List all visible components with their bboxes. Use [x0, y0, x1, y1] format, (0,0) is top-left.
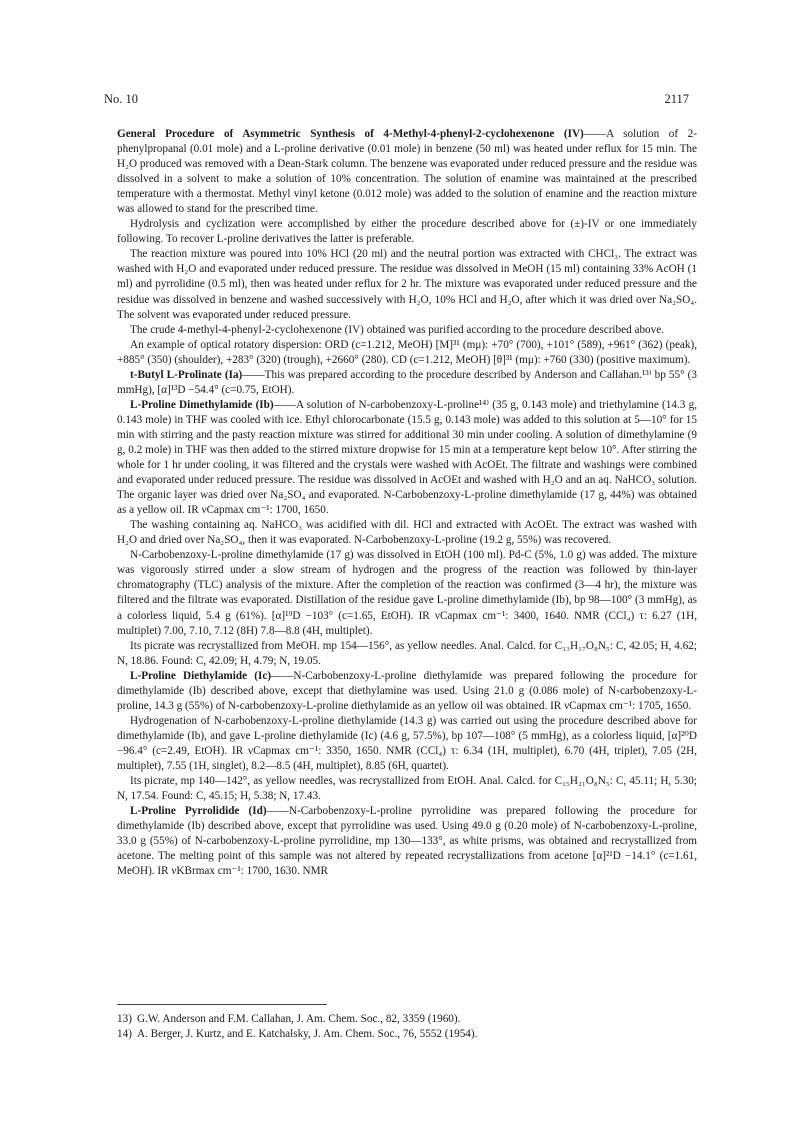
paragraph-text: The washing containing aq. NaHCO₃ was acidified with dil. HCl and extracted with AcOEt. The extract was washed with H₂O and dried over Na₂SO₄, then it was evaporated. N-Carbobenzoxy-L-proline (19.2 g, 55%) was recovered. — [117, 519, 697, 547]
paragraph-picrate-ib — [117, 639, 697, 669]
paragraph-washing-recovery — [117, 518, 697, 548]
paragraph-text: ——A solution of N-carbobenzoxy-L-proline¹⁴⁾ (35 g, 0.143 mole) and triethylamine (14.3 g, 0.143 mole) in THF was cooled with ice. Ethyl chlorocarbonate (15.5 g, 0.143 mole) was added to this solution at 5—10° for 15 min with stirring and the pasty reaction mixture was stirred for additional 30 min under cooling. A solution of dimethylamine (9 g, 0.2 mole) in THF was then added to the stirred mixture dropwise for 15 min at a temperature kept below 10°. After stirring the whole for 1 hr under cooling, it was filtered and the crystals were washed with AcOEt. The filtrate and washings were combined and evaporated under reduced pressure. The residue was dissolved in AcOEt and washed with H₂O and an aq. NaHCO₃ solution. The organic layer was dried over Na₂SO₄ and evaporated. N-Carbobenzoxy-L-proline dimethylamide (17 g, 44%) was obtained as a yellow oil. IR νCapmax cm⁻¹: 1700, 1650. — [117, 398, 697, 517]
paragraph-general-procedure — [117, 127, 697, 217]
section-heading: L-Proline Pyrrolidide (Id) — [130, 805, 267, 818]
paragraph-ord-example — [117, 338, 697, 368]
footnote-text: A. Berger, J. Kurtz, and E. Katchalsky, J. Am. Chem. Soc., 76, 5552 (1954). — [137, 1028, 478, 1040]
paragraph-text: ——A solution of 2-phenylpropanal (0.01 mole) and a L-proline derivative (0.01 mole) in benzene (50 ml) was heated under reflux for 15 min. The H₂O produced was removed with a Dean-Stark column. The benzene was evaporated under reduced pressure and the residue was dissolved in a solvent to make a solution of 10% concentration. The solution of enamine was maintained at the prescribed temperature with a thermostat. Methyl vinyl ketone (0.012 mole) was added to the solution of enamine and the reaction mixture was allowed to stand for the prescribed time. — [117, 128, 698, 216]
footnote-text: G.W. Anderson and F.M. Callahan, J. Am. Chem. Soc., 82, 3359 (1960). — [137, 1013, 461, 1025]
paragraph-hydrogenation-ib — [117, 548, 697, 638]
paragraph-text: Its picrate, mp 140—142°, as yellow needles, was recrystallized from EtOH. Anal. Calcd. for C₁₅H₂₁O₈N₅: C, 45.11; H, 5.30; N, 17.54. Found: C, 45.15; H, 5.38; N, 17.43. — [117, 775, 697, 803]
paragraph-proline-pyrrolidide — [117, 804, 697, 879]
paragraph-text: Its picrate was recrystallized from MeOH. mp 154—156°, as yellow needles. Anal. Calcd. for C₁₃H₁₇O₈N₅: C, 42.05; H, 4.62; N, 18.86. Found: C, 42.09; H, 4.79; N, 19.05. — [117, 639, 697, 667]
footnote-14 — [117, 1027, 697, 1042]
page-number: 2117 — [664, 92, 689, 106]
footnote-number: 13) — [117, 1013, 132, 1025]
paragraph-text: Hydrolysis and cyclization were accomplished by either the procedure described above for (±)-IV or one immediately following. To recover L-proline derivatives the latter is preferable. — [117, 218, 697, 246]
paragraph-purification — [117, 323, 697, 338]
section-heading: t-Butyl L-Prolinate (Ia) — [130, 368, 243, 381]
footnote-divider — [117, 1004, 327, 1005]
paragraph-text: The crude 4-methyl-4-phenyl-2-cyclohexenone (IV) obtained was purified according to the procedure described above. — [130, 323, 664, 336]
section-heading: L-Proline Diethylamide (Ic) — [130, 669, 272, 682]
paragraph-text: N-Carbobenzoxy-L-proline dimethylamide (17 g) was dissolved in EtOH (100 ml). Pd-C (5%, 1.0 g) was added. The mixture was vigorously stirred under a slow stream of hydrogen and the progress of the reaction was followed by thin-layer chromatography (TLC) analysis of the mixture. After the completion of the reaction was confirmed (3—4 hr), the mixture was filtered and the filtrate was evaporated. Distillation of the residue gave L-proline dimethylamide (Ib), bp 98—100° (3 mmHg), as a colorless liquid, 5.4 g (61%). [α]¹⁹D −103° (c=1.65, EtOH). IR νCapmax cm⁻¹: 3400, 1640. NMR (CCl₄) τ: 6.27 (1H, multiplet) 7.00, 7.10, 7.12 (8H) 7.8—8.8 (4H, multiplet). — [117, 549, 697, 637]
paragraph-hydrolysis — [117, 217, 697, 247]
paragraph-t-butyl-prolinate — [117, 368, 697, 398]
footnote-13 — [117, 1012, 697, 1027]
article-body — [117, 127, 697, 879]
page-header — [104, 92, 689, 107]
paragraph-text: ——N-Carbobenzoxy-L-proline pyrrolidine was prepared following the procedure for dimethylamide (Ib) described above, except that pyrrolidine was used. Using 49.0 g (0.20 mole) of N-carbobenzoxy-L-proline, 33.0 g (55%) of N-carbobenzoxy-L-proline pyrrolidine, mp 130—133°, as white prisms, was obtained and recrystallized from acetone. The melting point of this sample was not altered by repeated recrystallizations from acetone [α]²¹D −14.1° (c=1.61, MeOH). IR νKBrmax cm⁻¹: 1700, 1630. NMR — [117, 805, 697, 878]
issue-number: No. 10 — [104, 92, 139, 106]
paragraph-proline-diethylamide — [117, 669, 697, 714]
paragraph-text: The reaction mixture was poured into 10% HCl (20 ml) and the neutral portion was extracted with CHCl₃. The extract was washed with H₂O and evaporated under reduced pressure. The residue was dissolved in MeOH (15 ml) containing 33% AcOH (1 ml) and pyrrolidine (0.5 ml), then was heated under reflux for 2 hr. The mixture was evaporated under reduced pressure and the residue was dissolved in benzene and washed successively with H₂O, 10% HCl and H₂O, after which it was dried over Na₂SO₄. The solvent was evaporated under reduced pressure. — [117, 248, 697, 321]
paragraph-text: ——This was prepared according to the procedure described by Anderson and Callahan.¹³⁾ bp 55° (3 mmHg), [α]¹³D −54.4° (c=0.75, EtOH). — [117, 368, 697, 396]
section-heading: L-Proline Dimethylamide (Ib) — [130, 398, 274, 411]
footnotes — [117, 1012, 697, 1042]
footnote-number: 14) — [117, 1028, 132, 1040]
paragraph-picrate-ic — [117, 774, 697, 804]
paragraph-workup — [117, 247, 697, 322]
paragraph-hydrogenation-ic — [117, 714, 697, 774]
paragraph-text: Hydrogenation of N-carbobenzoxy-L-proline diethylamide (14.3 g) was carried out using the procedure described above for dimethylamide (Ib), and gave L-proline diethylamide (Ic) (4.6 g, 57.5%), bp 107—108° (5 mmHg), as a colorless liquid, [α]²⁰D −96.4° (c=2.49, EtOH). IR νCapmax cm⁻¹: 3350, 1650. NMR (CCl₄) τ: 6.34 (1H, multiplet), 6.70 (4H, triplet), 7.05 (2H, multiplet), 7.55 (1H, singlet), 8.2—8.5 (4H, multiplet), 8.85 (6H, quartet). — [117, 714, 697, 772]
paragraph-text: ——N-Carbobenzoxy-L-proline diethylamide was prepared following the procedure for dimethylamide (Ib) described above, except that diethylamine was used. Using 21.0 g (0.086 mole) of N-carbobenzoxy-L-proline, 14.3 g (55%) of N-carbobenzoxy-L-proline diethylamide as an yellow oil was obtained. IR νCapmax cm⁻¹: 1705, 1650. — [117, 669, 697, 712]
section-heading: General Procedure of Asymmetric Synthesis of 4-Methyl-4-phenyl-2-cyclohexenone (IV) — [117, 128, 584, 140]
paragraph-text: An example of optical rotatory dispersion: ORD (c=1.212, MeOH) [M]³¹ (mμ): +70° (700), +101° (589), +961° (362) (peak), +885° (350) (shoulder), +283° (320) (trough), +2660° (280). CD (c=1.212, MeOH) [θ]³¹ (mμ): +760 (330) (positive maximum). — [117, 338, 697, 366]
paragraph-proline-dimethylamide — [117, 398, 697, 518]
